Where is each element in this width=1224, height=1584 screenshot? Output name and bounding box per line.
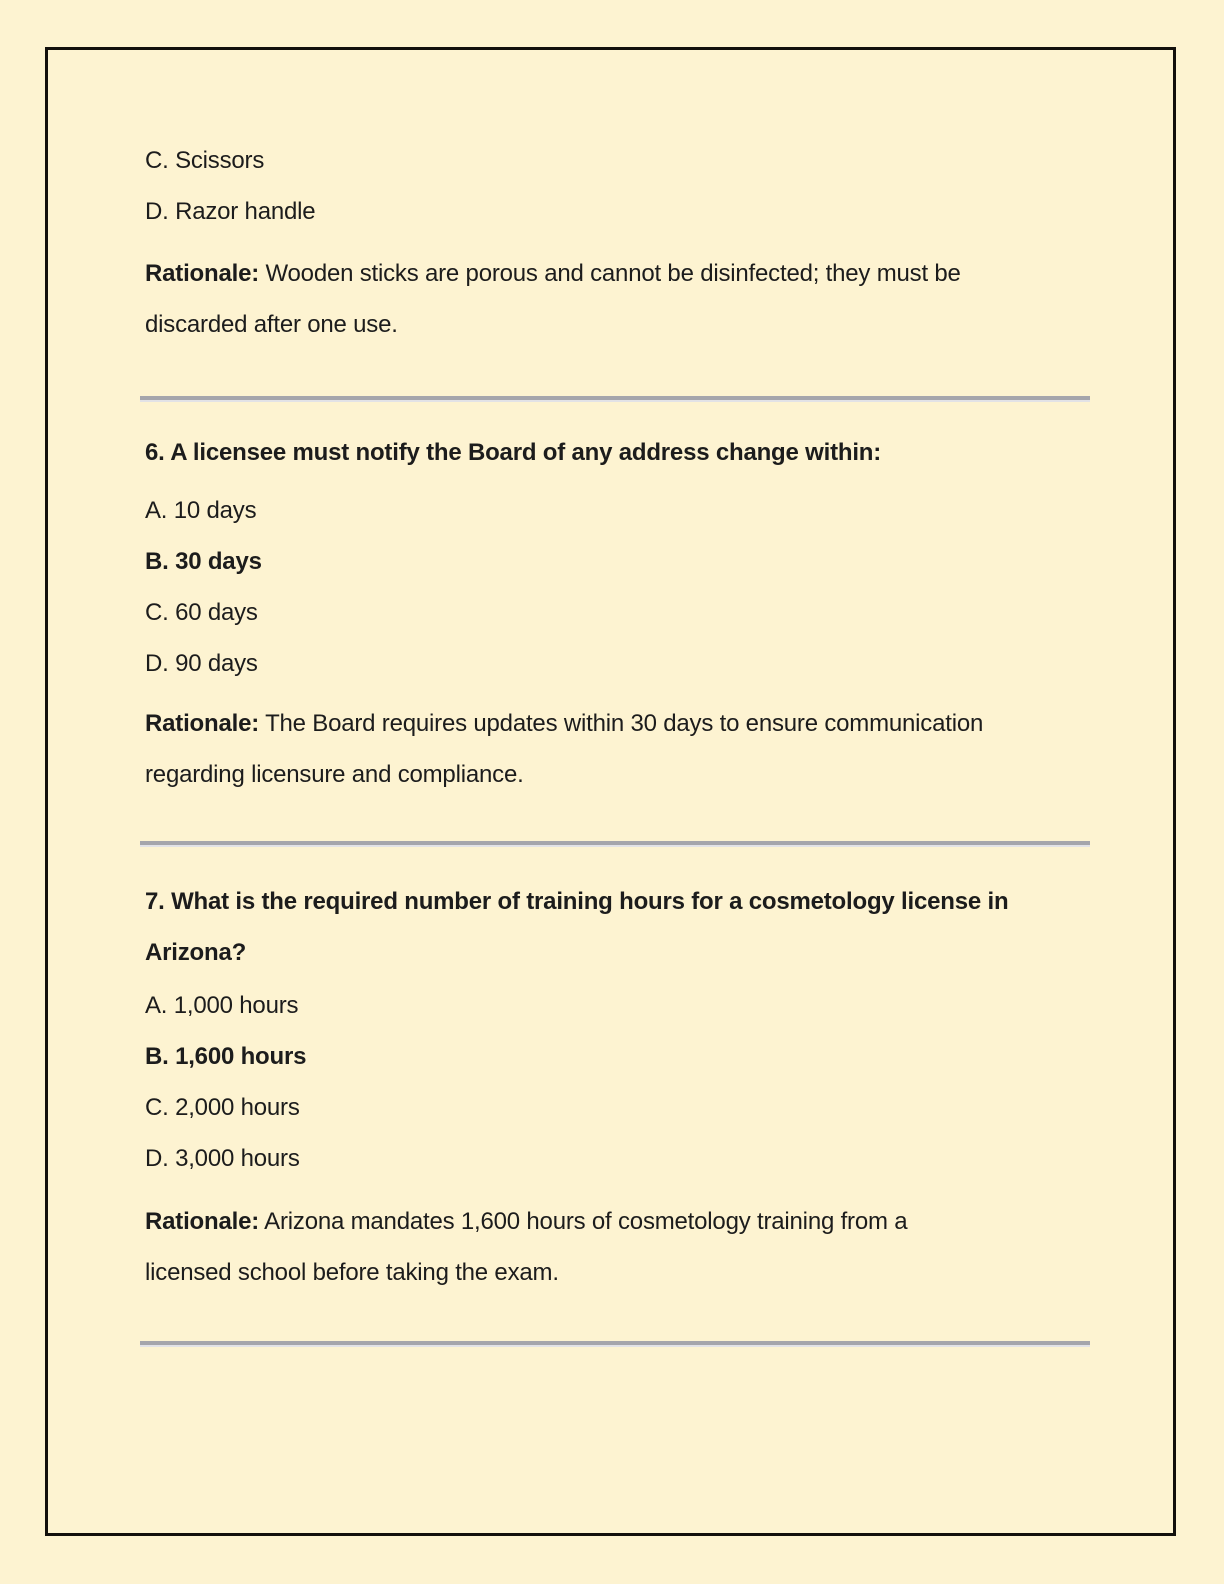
q7-rationale-text: Arizona mandates 1,600 hours of cosmetology training from a: [259, 1208, 908, 1235]
q6-rationale-line1: [145, 698, 983, 749]
q6-rationale: [145, 698, 983, 800]
q7-rationale-line2: licensed school before taking the exam.: [145, 1259, 559, 1286]
q7-rationale-label: Rationale:: [145, 1208, 260, 1235]
q5-rationale: [145, 248, 961, 350]
q7-heading-line2: Arizona?: [145, 939, 247, 966]
q6-heading: 6. A licensee must notify the Board of any address change within:: [145, 439, 882, 466]
page-frame: [45, 47, 1176, 1536]
q7-option-a: A. 1,000 hours: [145, 992, 299, 1019]
q5-rationale-line1: [145, 248, 961, 299]
q7-heading-line1: 7. What is the required number of training hours for a cosmetology license in: [145, 888, 1009, 915]
q6-option-d: D. 90 days: [145, 650, 258, 677]
q5-rationale-line2: discarded after one use.: [145, 311, 398, 338]
q6-option-a: A. 10 days: [145, 497, 257, 524]
q6-option-c: C. 60 days: [145, 599, 258, 626]
q6-option-b-correct: B. 30 days: [145, 548, 262, 575]
q5-option-c: C. Scissors: [145, 147, 265, 174]
q7-option-c: C. 2,000 hours: [145, 1094, 300, 1121]
q6-rationale-label: Rationale:: [145, 710, 260, 737]
q6-rationale-text: The Board requires updates within 30 days to ensure communication: [259, 710, 984, 737]
q7-heading: [145, 876, 1008, 978]
q7-rationale-line1: [145, 1196, 907, 1247]
q5-rationale-text: Wooden sticks are porous and cannot be disinfected; they must be: [259, 260, 961, 287]
section-divider-3: [140, 1341, 1090, 1345]
q7-rationale: [145, 1196, 907, 1298]
section-divider-2: [140, 841, 1090, 845]
q7-option-d: D. 3,000 hours: [145, 1145, 300, 1172]
q5-rationale-label: Rationale:: [145, 260, 260, 287]
q6-rationale-line2: regarding licensure and compliance.: [145, 761, 524, 788]
section-divider-1: [140, 396, 1090, 400]
q5-option-d: D. Razor handle: [145, 198, 316, 225]
q7-option-b-correct: B. 1,600 hours: [145, 1043, 307, 1070]
